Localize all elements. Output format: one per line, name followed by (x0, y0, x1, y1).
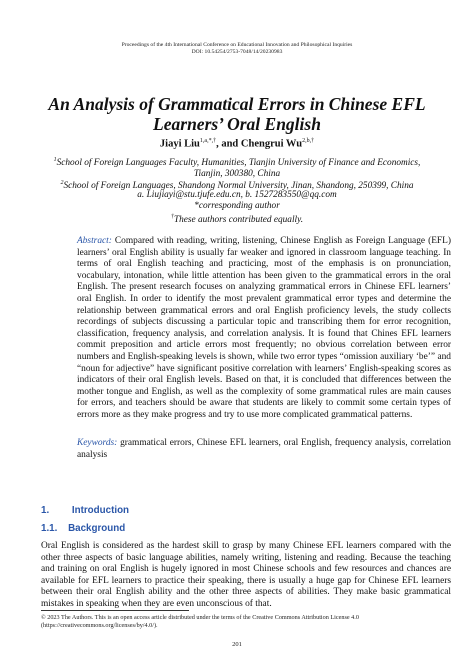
corresponding-author-note: *corresponding author (194, 201, 280, 211)
affiliation-1-mark: 1 (53, 157, 57, 163)
abstract (77, 236, 451, 422)
author-1: Jiayi Liu (159, 138, 200, 150)
proceedings-header: Proceedings of the 4th International Conference on Educational Innovation and Philosophical Inquiries (121, 42, 353, 48)
author-1-marks: 1,a,*,† (199, 138, 217, 144)
abstract-label: Abstract: (77, 236, 112, 246)
equal-contribution-note (30, 212, 444, 226)
footnote-divider (41, 610, 189, 611)
affiliation-1 (30, 155, 444, 181)
title-line-1: An Analysis of Grammatical Errors in Chinese EFL (48, 94, 426, 114)
author-2-marks: 2,b,† (302, 138, 315, 144)
equal-contribution-text: These authors contributed equally. (173, 215, 304, 226)
affiliation-1-line-2: Tianjin, 300380, China (193, 169, 281, 180)
equal-contribution-mark: † (170, 214, 174, 220)
affiliation-1-line-1: School of Foreign Languages Faculty, Humanities, Tianjin University of Finance and Economics, (56, 158, 421, 169)
copyright-footnote (41, 614, 451, 629)
page-number: 201 (232, 641, 242, 648)
paper-title (30, 94, 444, 134)
author-separator: , and (216, 138, 241, 150)
copyright-text: © 2023 The Authors. This is an open access article distributed under the terms of the Creative Commons Attribution License 4.0 (41, 614, 359, 621)
section-title: Introduction (71, 505, 130, 516)
title-line-2: Learners’ Oral English (153, 114, 321, 134)
author-list (30, 138, 444, 150)
author-2: Chengrui Wu (240, 138, 303, 150)
keywords-text: grammatical errors, Chinese EFL learners, oral English, frequency analysis, correlation analysis (77, 438, 451, 460)
author-emails: a. Liujiayi@stu.tjufe.edu.cn, b. 1527283550@qq.com (137, 190, 337, 200)
subsection-number: 1.1. (41, 523, 58, 534)
subsection-heading-background (41, 523, 125, 534)
affiliation-2-line-1: School of Foreign Languages, Shandong Normal University, Jinan, Shandong, 250399, China (63, 181, 414, 192)
keywords-label: Keywords: (77, 438, 118, 448)
section-number: 1. (41, 505, 50, 516)
affiliation-2-mark: 2 (60, 180, 64, 186)
keywords (77, 438, 451, 461)
body-paragraph: Oral English is considered as the hardest skill to grasp by many Chinese EFL learners compared with the other three aspects of basic language abilities, namely writing, listening and reading. Because the teaching and training on oral English is hugely ignored in most Chinese schools and few resources and chances are available for EFL learners to practice their speaking, there is usually a huge gap for Chinese EFL learners between their oral English ability and the other three aspects of abilities. They make basic grammatical mistakes in speaking when they are even unconscious of that. (41, 541, 451, 609)
subsection-title: Background (68, 523, 126, 534)
doi-header: DOI: 10.54254/2753-7048/14/20230983 (191, 49, 283, 55)
section-heading-introduction (41, 505, 129, 516)
abstract-text: Compared with reading, writing, listening, Chinese English as Foreign Language (EFL) learners’ oral English ability is usually far weaker and ignored in classroom language teaching. In terms of oral English teaching and practicing, most of the emphasis is on pronunciation, vocabulary, intonation, while little attention has been given to the grammatical errors in the oral English. The present research focuses on analyzing grammatical errors in Chinese EFL learners’ oral English. In order to identify the most prevalent grammatical error types and determine the relationship between grammatical errors and oral English proficiency levels, the study collects recordings of subjects discussing a particular topic and transcribing them for error recognition, classification, frequency analysis, and correlation analysis. It is found that Chines EFL learners commit preposition and article errors most frequently; no obvious correlation between error numbers and English-speaking levels is shown, while two error types “omission auxiliary ‘be’” and “noun for adjective” have significant positive correlation with learners’ English-speaking scores as indicators of their oral English levels. Based on that, it is concluded that differences between the mother tongue and English, as well as the complexity of some grammatical rules are main causes for errors, and teachers should be aware that students are likely to commit some certain types of errors more as they make progress and try to use more complicated grammatical patterns. (77, 236, 451, 420)
license-link[interactable]: (https://creativecommons.org/licenses/by/4.0/). (41, 621, 158, 629)
